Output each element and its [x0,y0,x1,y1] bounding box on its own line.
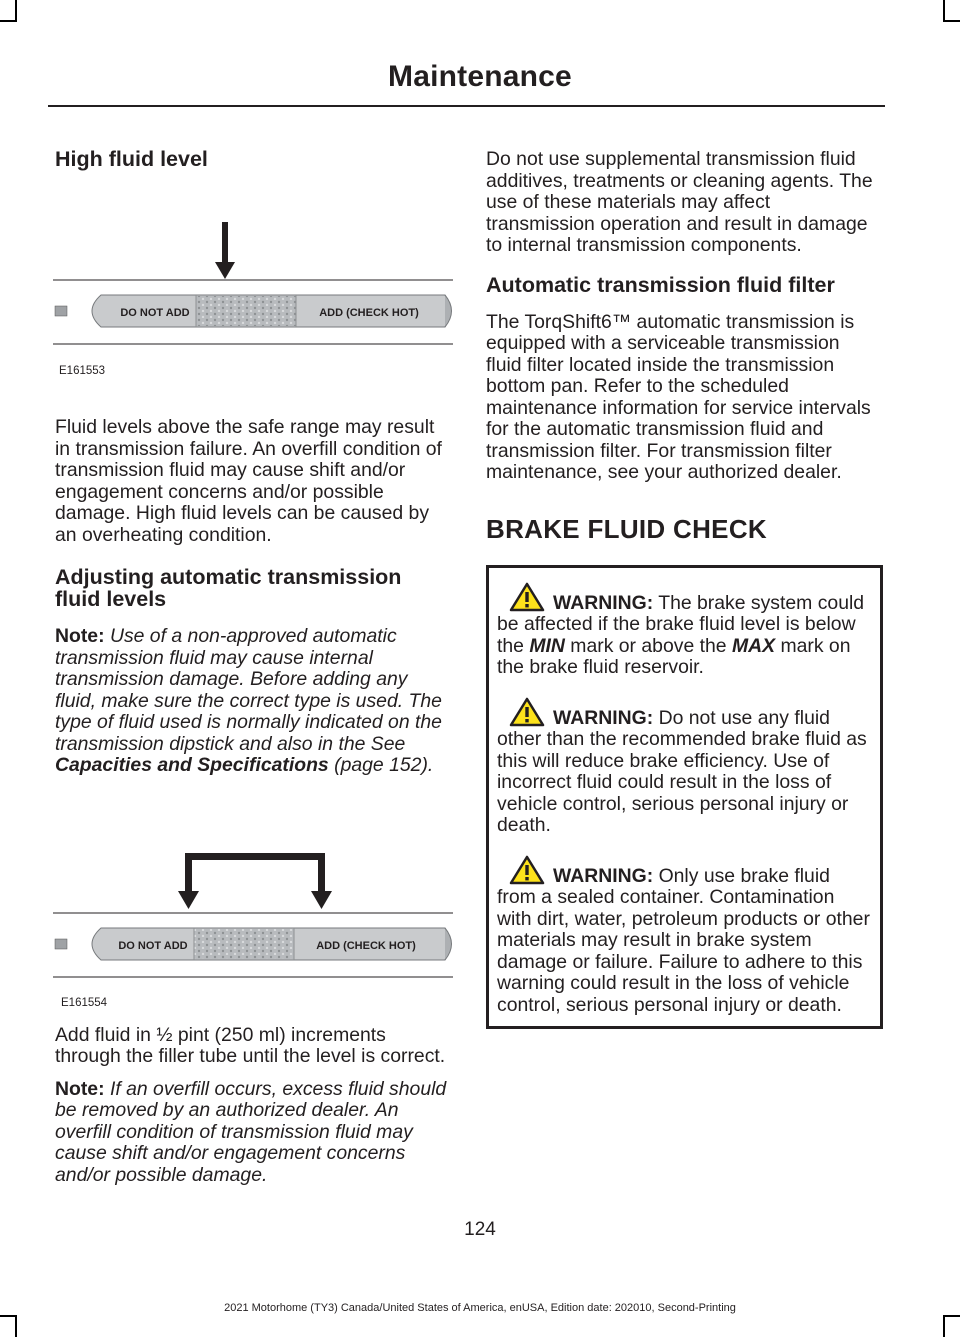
dipstick-label-add-check-hot: ADD (CHECK HOT) [316,939,416,952]
brake-fluid-heading: BRAKE FLUID CHECK [486,513,767,544]
note-overfill [55,1079,450,1187]
header-divider [48,105,885,107]
min-mark: MIN [529,634,565,657]
dipstick-range-illustration [53,829,453,1019]
dipstick-label-add-check-hot: ADD (CHECK HOT) [319,307,419,319]
dipstick-figure-high [53,222,450,387]
note-non-approved-fluid [55,626,450,777]
warning-label: WARNING: [553,864,654,887]
adjusting-fluid-heading: Adjusting automatic transmission fluid levels [55,565,402,611]
crop-mark [943,1315,945,1337]
warning-text: Only use brake fluid from a sealed container. Contamination with dirt, water, petroleum products or other materials may result in brake system damage or failure. Failure to adhere to this warning could result in the loss of vehicle control, serious personal injury or death. [497,864,870,1016]
edition-footer: 2021 Motorhome (TY3) Canada/United States of America, enUSA, Edition date: 202010, Second-Printing [224,1302,736,1314]
warning-recommended-fluid [497,697,872,837]
fluid-filter-paragraph: The TorqShift6™ automatic transmission is equipped with a serviceable transmission fluid filter located inside the transmission bottom pan. Refer to the scheduled maintenance information for service intervals for the automatic transmission fluid and transmission filter. For transmission filter maintenance, see your authorized dealer. [486,310,871,483]
warning-min-max [497,582,872,679]
warning-label: WARNING: [553,591,654,614]
warning-text: The brake system could be affected if the brake fluid level is below the [497,591,865,657]
figure-code: E161554 [61,996,108,1009]
crop-mark [0,20,17,22]
dipstick-high-illustration [53,222,453,387]
note-label: Note: [55,1077,105,1100]
crop-mark [943,0,945,22]
note-label: Note: [55,625,105,647]
dipstick-label-do-not-add: DO NOT ADD [118,939,188,952]
dipstick-figure-range [53,829,450,1019]
warning-box [486,565,883,1030]
crop-mark [943,20,960,22]
crop-mark [15,0,17,22]
note-text: If an overfill occurs, excess fluid should be removed by an authorized dealer. An overfill condition of transmission fluid may cause shift and/or engagement concerns and/or possible damage. [55,1077,447,1186]
right-column [486,145,880,1029]
warning-sealed-container [497,855,872,1017]
left-column [55,145,450,1186]
crop-mark [0,1315,17,1317]
additives-paragraph: Do not use supplemental transmission fluid additives, treatments or cleaning agents. The use of these materials may affect transmission operation and result in damage to internal transmission components. [486,148,873,256]
crop-mark [15,1315,17,1337]
warning-triangle-icon [509,697,545,727]
fluid-filter-heading: Automatic transmission fluid filter [486,272,835,297]
warning-triangle-icon [509,855,545,885]
high-fluid-paragraph: Fluid levels above the safe range may result in transmission failure. An overfill condition of transmission fluid may cause shift and/or engagement concerns and/or possible damage. High fluid levels can be caused by an overheating condition. [55,416,442,546]
warning-triangle-icon [509,582,545,612]
warning-text: Do not use any fluid other than the recommended brake fluid as this will reduce brake efficiency. Use of incorrect fluid could result in the loss of vehicle control, serious personal injury or death. [497,706,867,836]
note-text: Use of a non-approved automatic transmission fluid may cause internal transmission damage. Before adding any fluid, make sure the correct type is used. The type of fluid used is normally indicated on the transmission dipstick and also in the See [55,625,442,755]
warning-label: WARNING: [553,706,654,729]
dipstick-label-do-not-add: DO NOT ADD [120,307,190,319]
page-title: Maintenance [388,60,572,93]
crop-mark [943,1315,960,1317]
warning-text: mark on the brake fluid reservoir. [497,634,851,678]
figure-code: E161553 [59,365,106,377]
max-mark: MAX [731,634,776,657]
page-reference: (page 152). [334,754,434,776]
page-number: 124 [464,1219,496,1240]
capacities-link[interactable]: Capacities and Specifications [55,754,329,776]
warning-text: mark or above the [570,634,727,657]
high-fluid-heading: High fluid level [55,147,208,171]
add-fluid-paragraph: Add fluid in ½ pint (250 ml) increments through the filler tube until the level is correct. [55,1023,446,1067]
